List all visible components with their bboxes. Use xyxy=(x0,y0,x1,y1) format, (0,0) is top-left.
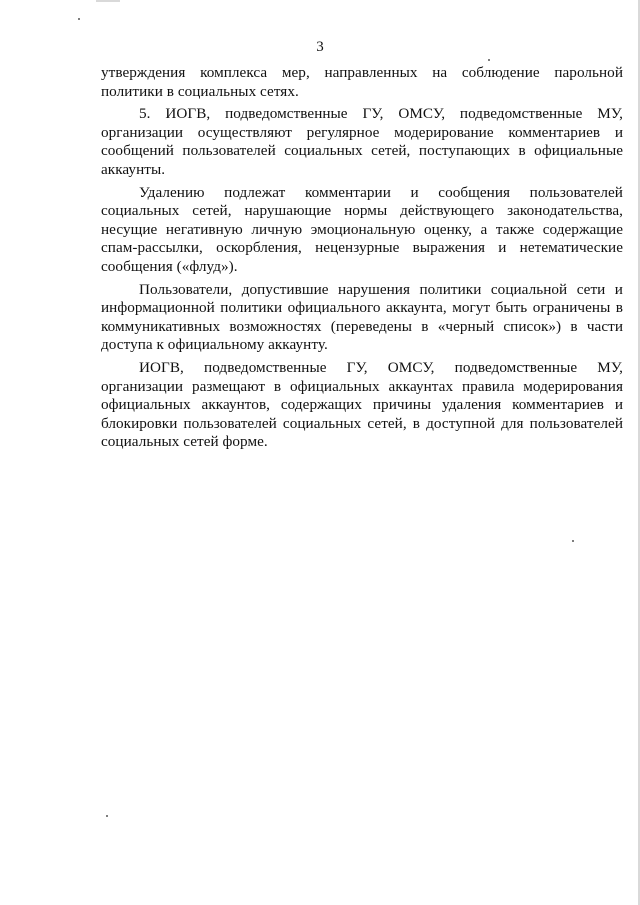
paragraph-deletion-rules: Удалению подлежат комментарии и сообщения пользователей социальных сетей, нарушающие нормы действующего законодательства, несущие негативную личную эмоциональную оценку, а также содержащие спам-рассылки, оскорбления, нецензурные выражения и нетематические сообщения («флуд»). xyxy=(101,183,623,275)
page-number: 3 xyxy=(316,39,324,55)
paragraph-item-5: 5. ИОГВ, подведомственные ГУ, ОМСУ, подведомственные МУ, организации осуществляют регулярное модерирование комментариев и сообщений пользователей социальных сетей, поступающих в официальные аккаунты. xyxy=(101,105,623,178)
document-body xyxy=(101,64,623,452)
paragraph-user-restrictions: Пользователи, допустившие нарушения политики социальной сети и информационной политики официального аккаунта, могут быть ограничены в коммуникативных возможностях (переведены в «черный список») в части доступа к официальному аккаунту. xyxy=(101,280,623,354)
scan-speck xyxy=(106,815,108,817)
scan-speck xyxy=(78,18,80,20)
scan-speck xyxy=(488,59,490,61)
scan-edge-top xyxy=(96,0,120,2)
paragraph-moderation-rules: ИОГВ, подведомственные ГУ, ОМСУ, подведомственные МУ, организации размещают в официальных аккаунтах правила модерирования официальных аккаунтов, содержащих причины удаления комментариев и блокировки пользователей социальных сетей, в доступной для пользователей социальных сетей форме. xyxy=(101,358,623,451)
scan-speck xyxy=(572,540,574,542)
paragraph-continuation: утверждения комплекса мер, направленных на соблюдение парольной политики в социальных сетях. xyxy=(101,64,623,100)
